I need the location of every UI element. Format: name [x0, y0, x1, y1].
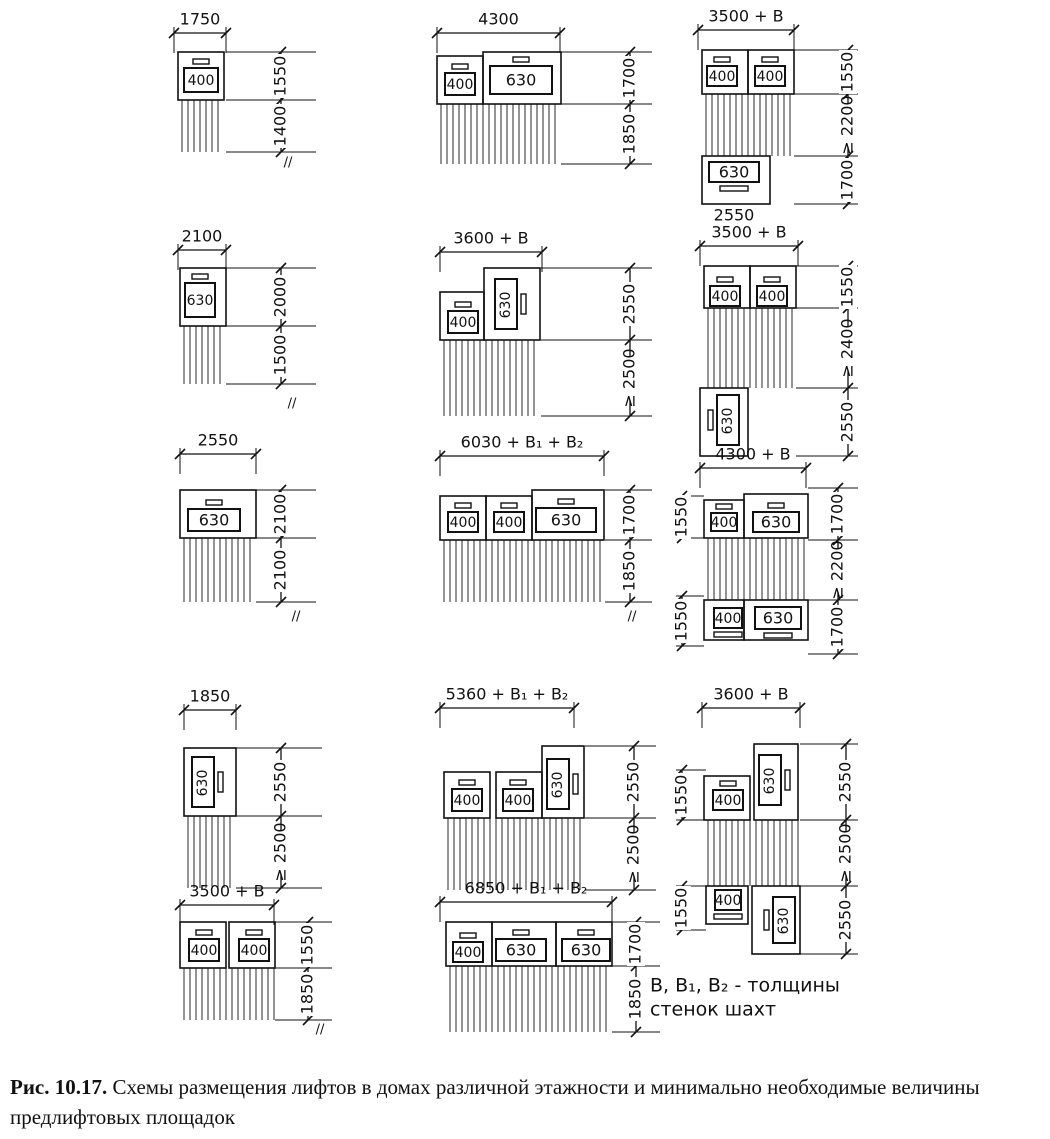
height-dim-label: ≥ 2500	[270, 822, 290, 882]
height-dim-label: 2550	[619, 283, 639, 325]
overall-width-label: 6850 + B₁ + B₂	[464, 878, 588, 898]
height-dim-label: 2550	[835, 761, 855, 803]
lift-door-symbol	[193, 59, 209, 64]
height-dim-label: ≥ 2400	[837, 318, 857, 378]
break-mark: //	[627, 609, 637, 625]
overall-width-label: 3600 + B	[453, 228, 529, 248]
overall-width-label: 3500 + B	[189, 881, 265, 901]
height-dim-label: 1550	[671, 774, 691, 816]
height-dim-label: 1700	[827, 493, 847, 535]
height-dim-label: 1550	[671, 887, 691, 929]
height-dim-label: ≥ 2200	[837, 95, 857, 155]
lift-capacity-label: 630	[762, 608, 794, 628]
height-dim-label: 1700	[837, 159, 857, 201]
overall-width-label: 3600 + B	[713, 684, 789, 704]
lift-capacity-label: 630	[198, 510, 230, 530]
height-dim-label: 1700	[619, 57, 639, 99]
height-dim-label: 2100	[270, 549, 290, 591]
lift-door-symbol	[764, 277, 780, 282]
lift-door-symbol	[708, 410, 713, 430]
overall-width-label: 2100	[181, 226, 223, 246]
height-dim-label: 1700	[619, 494, 639, 536]
lift-door-symbol	[501, 503, 517, 508]
lift-capacity-label: 400	[190, 943, 218, 959]
height-dim-label: 1550	[837, 51, 857, 93]
lift-capacity-label: 630	[760, 512, 792, 532]
lift-door-symbol	[218, 772, 223, 792]
lower-width-label: 2550	[713, 205, 755, 225]
lift-capacity-label: 400	[446, 77, 474, 93]
height-dim-label: 1500	[270, 334, 290, 376]
lift-door-symbol	[196, 930, 212, 935]
caption-label: Рис. 10.17.	[10, 1075, 108, 1099]
height-dim-label: 1850	[625, 978, 645, 1020]
height-dim-label: ≥ 2500	[835, 823, 855, 883]
lift-capacity-label: 630	[550, 771, 566, 799]
lift-door-symbol	[192, 274, 208, 279]
lift-capacity-label: 400	[758, 289, 786, 305]
overall-width-label: 6030 + B₁ + B₂	[460, 432, 584, 452]
lift-capacity-label: 400	[240, 943, 268, 959]
lift-capacity-label: 630	[570, 940, 602, 960]
lift-door-symbol	[578, 930, 594, 935]
lift-door-symbol	[513, 930, 529, 935]
break-mark: //	[287, 396, 297, 412]
lift-capacity-label: 630	[186, 293, 214, 309]
lift-door-symbol	[510, 780, 526, 785]
height-dim-label: 1850	[297, 973, 317, 1015]
overall-width-label: 4300 + B	[715, 444, 791, 464]
wall-thickness-note-line2: стенок шахт	[650, 998, 777, 1021]
lift-capacity-label: 630	[720, 407, 736, 435]
lift-door-symbol	[513, 57, 529, 62]
lift-capacity-label: 400	[454, 945, 482, 961]
height-dim-label: 2550	[837, 401, 857, 443]
break-mark: //	[291, 609, 301, 625]
lift-capacity-label: 630	[195, 769, 211, 797]
lift-capacity-label: 400	[710, 515, 738, 531]
lift-door-symbol	[714, 57, 730, 62]
height-dim-label: 1550	[297, 924, 317, 966]
lift-door-symbol	[720, 781, 736, 786]
lift-door-symbol	[768, 503, 784, 508]
overall-width-label: 3500 + B	[711, 222, 787, 242]
overall-width-label: 3500 + B	[708, 6, 784, 26]
height-dim-label: ≥ 2500	[619, 348, 639, 408]
lift-capacity-label: 630	[505, 70, 537, 90]
height-dim-label: 2550	[835, 899, 855, 941]
height-dim-label: 1700	[827, 606, 847, 648]
wall-thickness-note-line1: B, B₁, B₂ - толщины	[650, 974, 840, 997]
figure-caption	[10, 1072, 1045, 1132]
lift-capacity-label: 630	[498, 291, 514, 319]
overall-width-label: 1750	[179, 9, 221, 29]
lift-door-symbol	[573, 774, 578, 794]
height-dim-label: 1550	[671, 600, 691, 642]
lift-capacity-label: 400	[187, 73, 215, 89]
overall-width-label: 5360 + B₁ + B₂	[445, 684, 569, 704]
height-dim-label: 2550	[623, 761, 643, 803]
lift-capacity-label: 400	[449, 515, 477, 531]
lift-capacity-label: 400	[714, 611, 742, 627]
lift-capacity-label: 400	[714, 793, 742, 809]
lift-capacity-label: 630	[718, 162, 750, 182]
overall-width-label: 4300	[478, 9, 519, 29]
lift-door-symbol	[717, 277, 733, 282]
lift-capacity-label: 400	[495, 515, 523, 531]
lift-door-symbol	[716, 504, 732, 509]
lift-door-symbol	[764, 910, 769, 930]
lift-door-symbol	[452, 64, 468, 69]
height-dim-label: ≥ 2500	[623, 824, 643, 884]
height-dim-label: 2550	[270, 761, 290, 803]
lift-capacity-label: 630	[550, 510, 582, 530]
break-mark: //	[283, 155, 293, 171]
lift-capacity-label: 400	[504, 793, 532, 809]
height-dim-label: 1550	[270, 55, 290, 97]
lift-door-symbol	[762, 57, 778, 62]
height-dim-label: 1850	[619, 550, 639, 592]
height-dim-label: 1400	[270, 105, 290, 147]
lift-door-symbol	[714, 632, 742, 637]
lift-door-symbol	[720, 186, 748, 191]
lift-capacity-label: 630	[505, 940, 537, 960]
lift-door-symbol	[455, 503, 471, 508]
lift-capacity-label: 630	[776, 907, 792, 935]
lift-capacity-label: 400	[708, 69, 736, 85]
height-dim-label: 2000	[270, 276, 290, 318]
lift-door-symbol	[246, 930, 262, 935]
height-dim-label: 1550	[837, 266, 857, 308]
lift-capacity-label: 400	[756, 69, 784, 85]
lift-door-symbol	[459, 780, 475, 785]
height-dim-label: 1850	[619, 113, 639, 155]
lift-capacity-label: 400	[714, 893, 742, 909]
lift-capacity-label: 400	[449, 315, 477, 331]
lift-capacity-label: 630	[762, 767, 778, 795]
lift-door-symbol	[206, 500, 222, 505]
lift-door-symbol	[714, 914, 742, 919]
lift-door-symbol	[785, 770, 790, 790]
caption-text: Схемы размещения лифтов в домах различной этажности и минимально необходимые величины предлифтовых площадок	[10, 1075, 980, 1129]
lift-capacity-label: 400	[711, 289, 739, 305]
lift-door-symbol	[460, 933, 476, 938]
lift-capacity-label: 400	[453, 793, 481, 809]
overall-width-label: 1850	[189, 686, 231, 706]
lift-door-symbol	[455, 302, 471, 307]
lift-door-symbol	[521, 294, 526, 314]
lift-door-symbol	[558, 499, 574, 504]
height-dim-label: 1700	[625, 923, 645, 965]
height-dim-label: 1550	[671, 496, 691, 538]
height-dim-label: 2100	[270, 493, 290, 535]
height-dim-label: ≥ 2200	[827, 540, 847, 600]
lift-door-symbol	[764, 633, 792, 638]
overall-width-label: 2550	[197, 430, 239, 450]
break-mark: //	[315, 1022, 325, 1038]
